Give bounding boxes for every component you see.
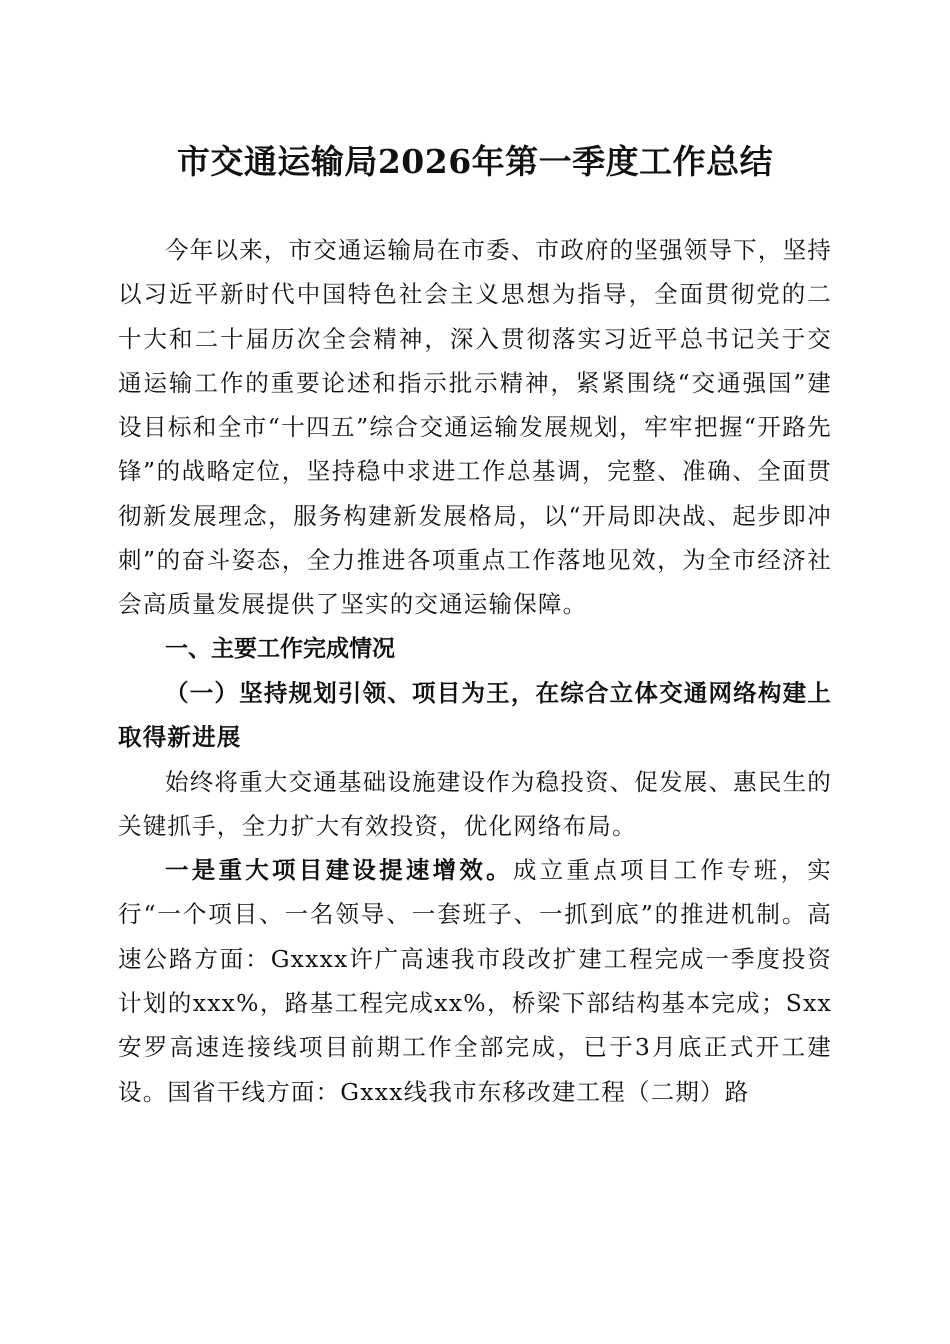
item-text: 成立重点项目工作专班，实行“一个项目、一名领导、一套班子、一抓到底”的推进机制。高速公路方面：Gxxxx许广高速我市段改扩建工程完成一季度投资计划的xxx%，路基工程完成xx%，桥梁下部结构基本完成；Sxx安罗高速连接线项目前期工作全部完成，已于3月底正式开工建设。国省干线方面：Gxxx线我市东移改建工程（二期）路: [118, 856, 832, 1106]
section-heading: 一、主要工作完成情况: [165, 635, 395, 662]
item-lead: 一是重大项目建设提速增效。: [165, 856, 513, 885]
subsection-paragraph: 始终将重大交通基础设施建设作为稳投资、促发展、惠民生的关键抓手，全力扩大有效投资，优化网络布局。: [118, 767, 832, 840]
item-paragraph: [118, 848, 832, 1114]
document-body: [118, 228, 832, 1114]
document-title: 市交通运输局2026年第一季度工作总结: [176, 142, 774, 181]
subsection-heading: （一）坚持规划引领、项目为王，在综合立体交通网络构建上取得新进展: [118, 678, 832, 752]
intro-paragraph: 今年以来，市交通运输局在市委、市政府的坚强领导下，坚持以习近平新时代中国特色社会主义思想为指导，全面贯彻党的二十大和二十届历次全会精神，深入贯彻落实习近平总书记关于交通运输工作的重要论述和指示批示精神，紧紧围绕“交通强国”建设目标和全市“十四五”综合交通运输发展规划，牢牢把握“开路先锋”的战略定位，坚持稳中求进工作总基调，完整、准确、全面贯彻新发展理念，服务构建新发展格局，以“开局即决战、起步即冲刺”的奋斗姿态，全力推进各项重点工作落地见效，为全市经济社会高质量发展提供了坚实的交通运输保障。: [118, 236, 832, 619]
